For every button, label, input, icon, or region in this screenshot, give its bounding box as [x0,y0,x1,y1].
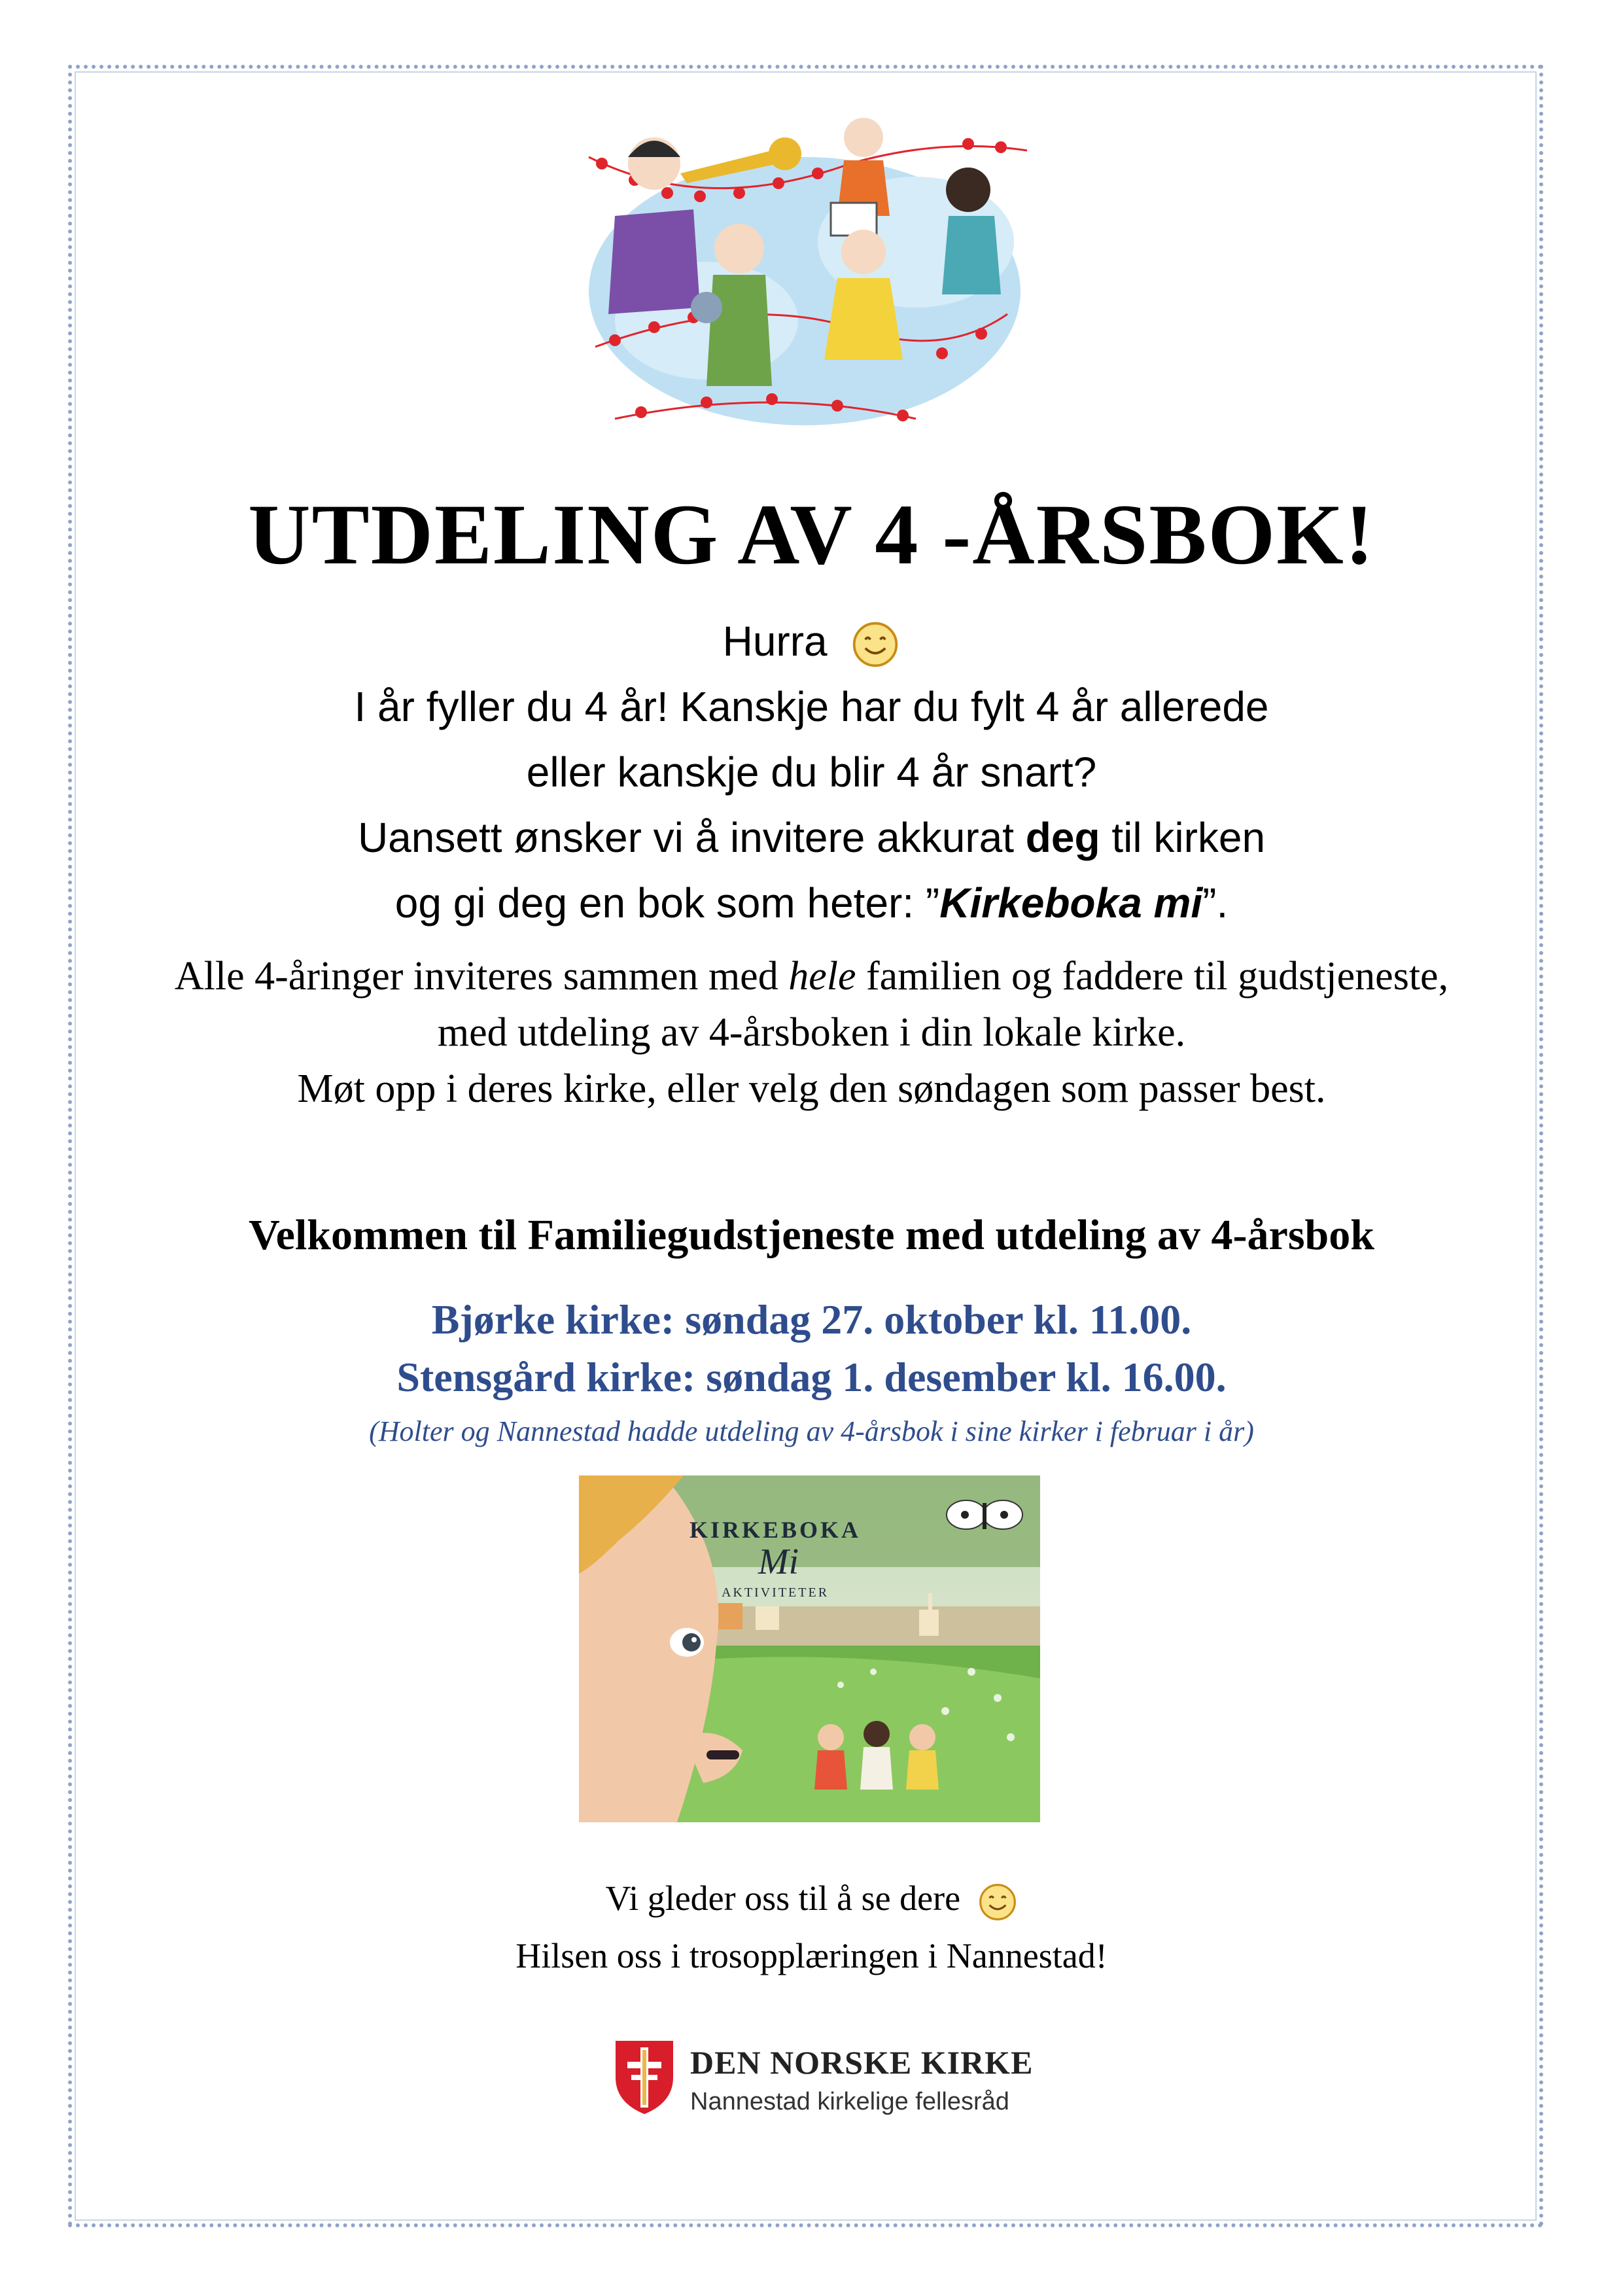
closing-line-1-text: Vi gleder oss til å se dere [605,1879,961,1918]
closing-line-2: Hilsen oss i trosopplæringen i Nannestad! [515,1936,1108,1975]
invitation-line-1-post: familien og faddere til gudstjeneste, [856,954,1449,998]
book-cover-subtitle: AKTIVITETER [721,1585,829,1600]
smiley-icon [850,620,900,669]
greeting-line-4-post: ”. [1202,879,1229,927]
invitation-line-3: Møt opp i deres kirke, eller velg den søndagen som passer best. [297,1067,1326,1111]
greeting-hurra [0,609,1623,674]
book-cover-image [579,1475,1040,1822]
church-shield-icon [612,2038,677,2117]
greeting-line-2: eller kanskje du blir 4 år snart? [526,749,1097,796]
greeting-line-3-post: til kirken [1100,814,1266,861]
greeting-line-3-pre: Uansett ønsker vi å invitere akkurat [357,814,1026,861]
invitation-line-2: med utdeling av 4-årsboken i din lokale kirke. [437,1010,1186,1055]
service-bjorke: Bjørke kirke: søndag 27. oktober kl. 11.00. [431,1296,1192,1343]
smiley-icon [977,1882,1018,1922]
page-title: UTDELING AV 4 -ÅRSBOK! [248,486,1375,582]
closing-line-1 [0,1878,1623,1922]
invitation-line-1-em: hele [788,954,856,998]
book-cover-script: Mi [758,1542,799,1582]
church-logo [612,2032,1034,2143]
book-title-inline: Kirkeboka mi [939,879,1203,927]
service-stensgard: Stensgård kirke: søndag 1. desember kl. 16.00. [396,1354,1227,1400]
invitation-line-1 [0,949,1623,1004]
greeting-line-4 [0,870,1623,936]
logo-title: DEN NORSKE KIRKE [690,2044,1034,2081]
greeting-line-3 [0,805,1623,870]
greeting-line-4-pre: og gi deg en bok som heter: ” [394,879,940,927]
welcome-heading: Velkommen til Familiegudstjeneste med utdeling av 4-årsbok [249,1211,1374,1259]
invitation-line-1-pre: Alle 4-åringer inviteres sammen med [174,954,789,998]
greeting-line-1: I år fyller du 4 år! Kanskje har du fylt 4 år allerede [354,683,1269,730]
hurra-text: Hurra [722,618,828,665]
children-illustration [576,111,1034,442]
logo-subtitle: Nannestad kirkelige fellesråd [690,2088,1009,2115]
service-note: (Holter og Nannestad hadde utdeling av 4-årsbok i sine kirker i februar i år) [369,1415,1254,1447]
book-cover-title: KIRKEBOKA [689,1517,862,1543]
greeting-line-3-bold: deg [1025,814,1100,861]
